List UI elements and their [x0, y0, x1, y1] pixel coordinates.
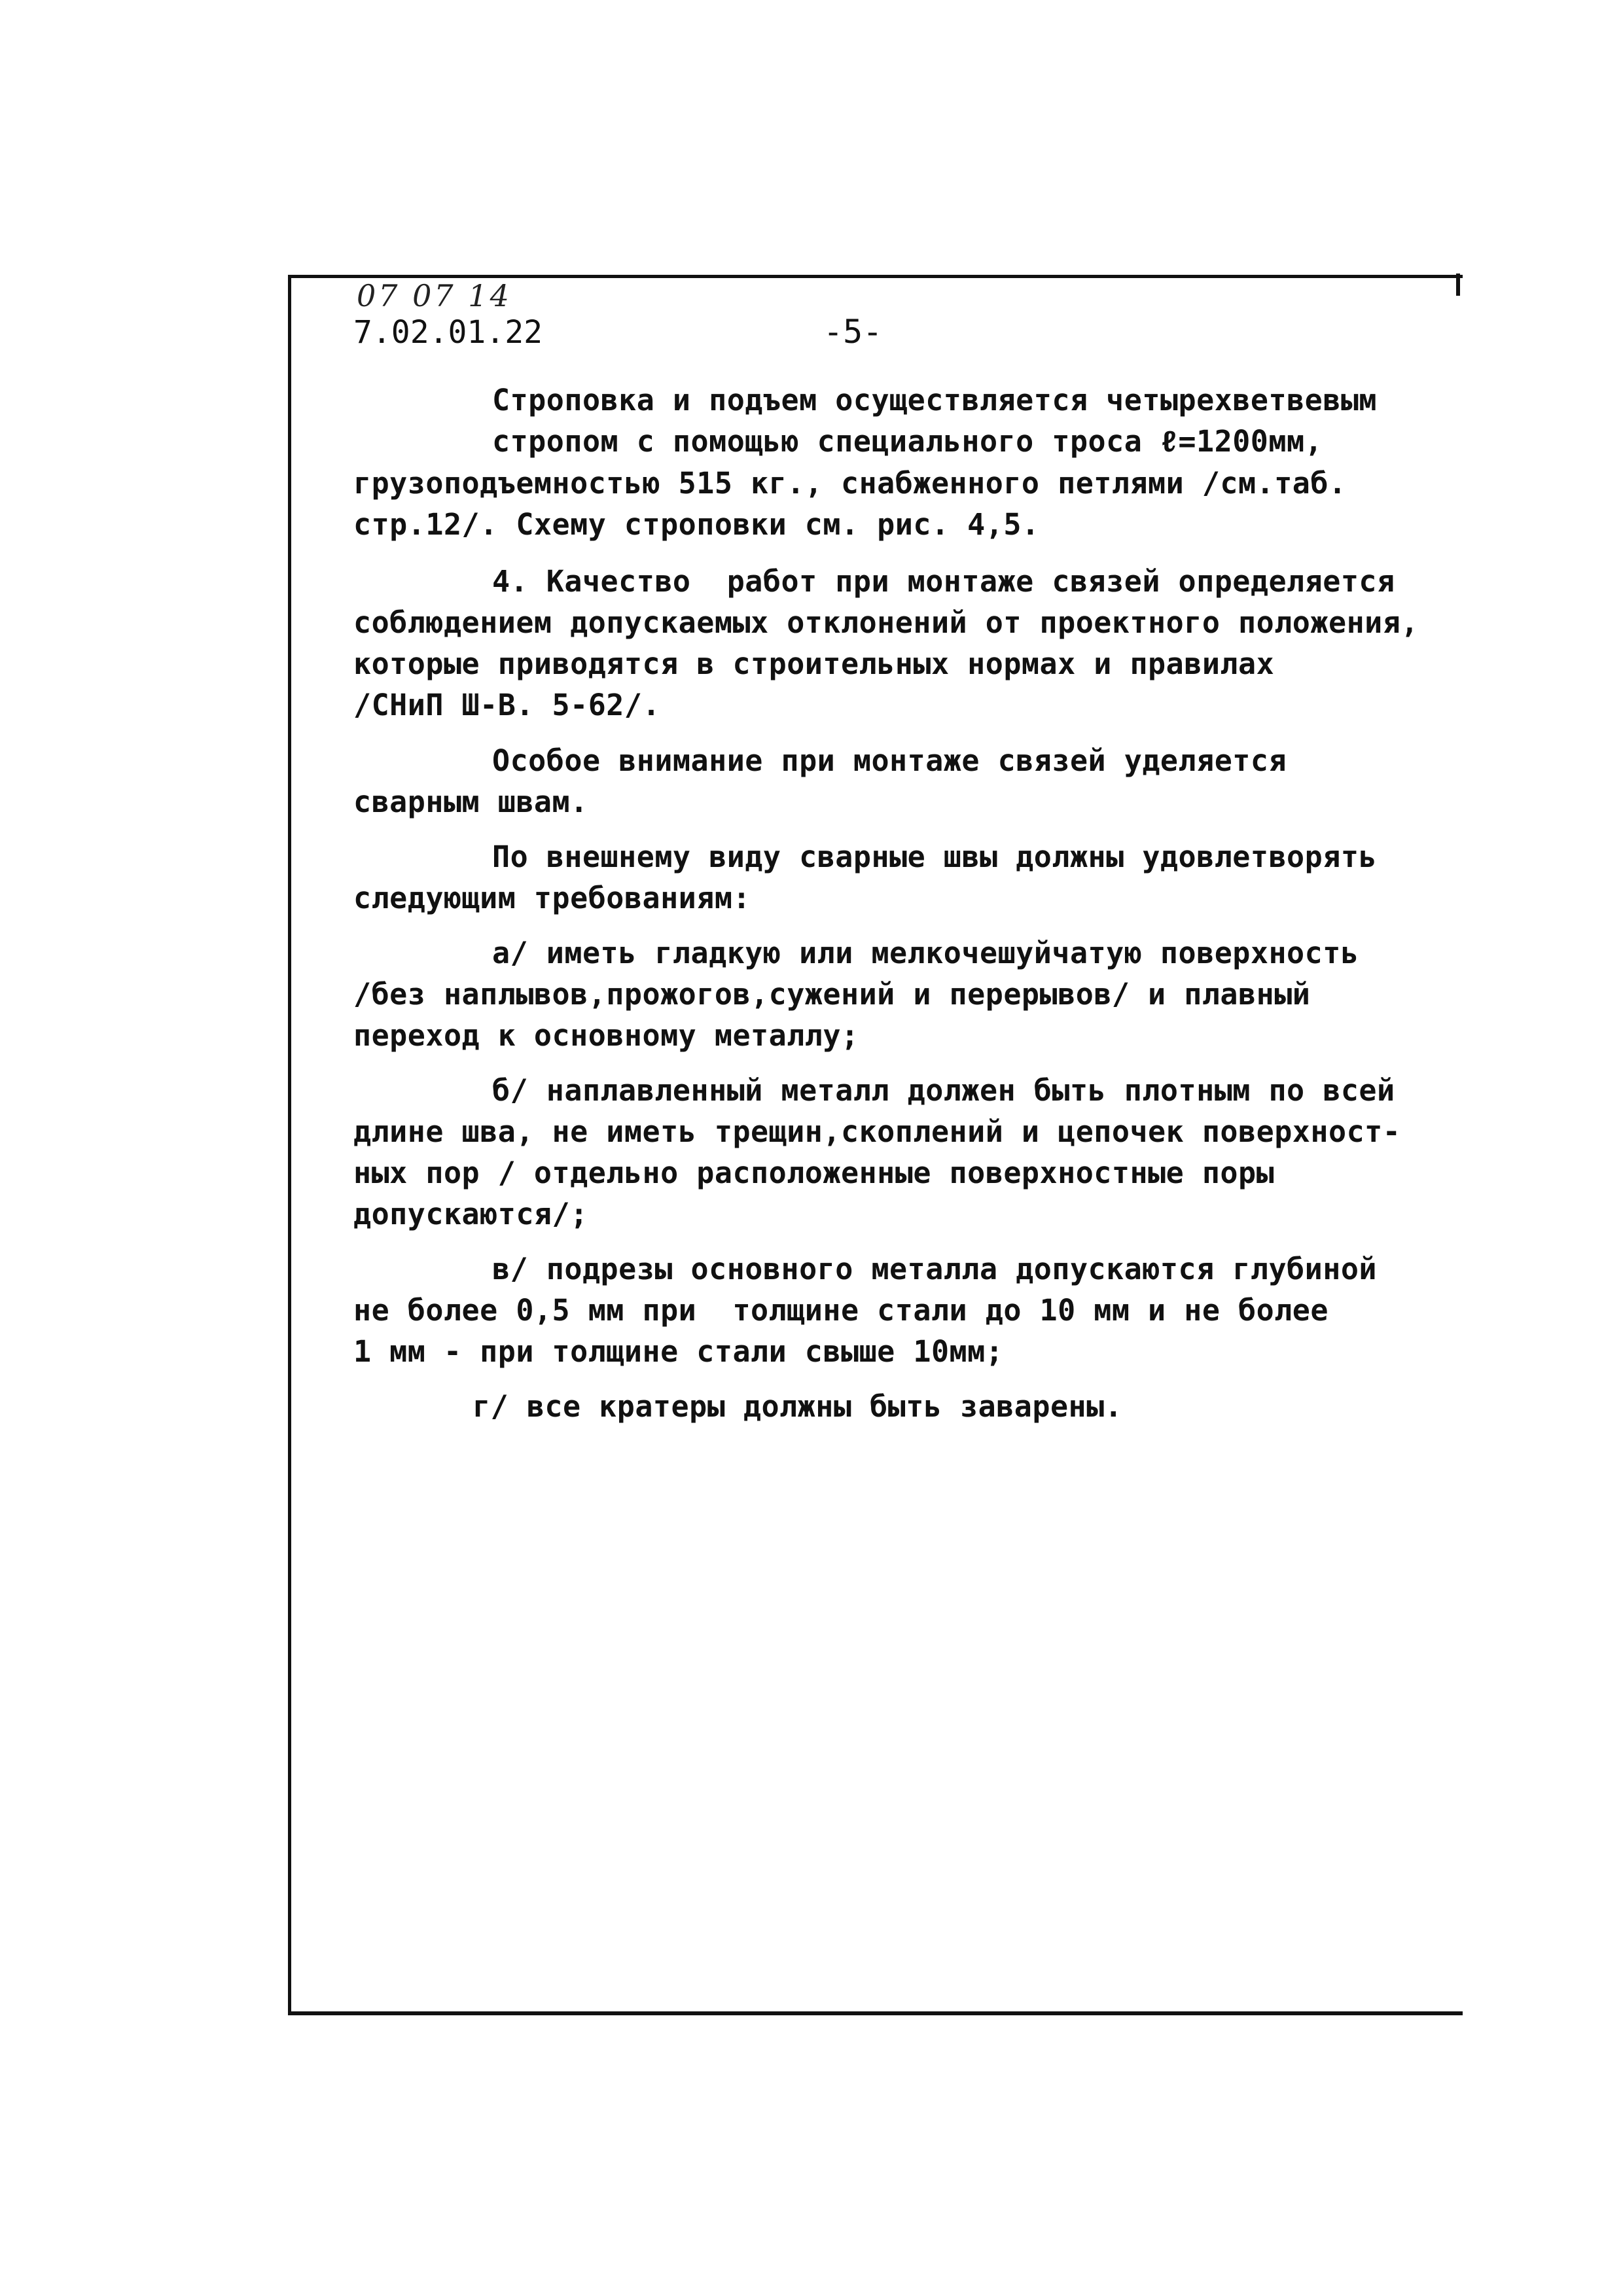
text-line: г/ все кратеры должны быть заварены. [473, 1389, 1123, 1424]
text-line: которые приводятся в строительных нормах и правилах [353, 646, 1275, 681]
text-line: длине шва, не иметь трещин,скоплений и цепочек поверхност- [353, 1114, 1401, 1149]
text-line: 1 мм - при толщине стали свыше 10мм; [353, 1334, 1004, 1369]
text-line: 4. Качество работ при монтаже связей определяется [492, 564, 1395, 599]
handwritten-document-code: 07 07 14 [357, 278, 512, 313]
text-line: следующим требованиям: [353, 881, 751, 915]
text-line: /без наплывов,прожогов,сужений и перерывов/ и плавный [353, 977, 1311, 1012]
text-line: грузоподъемностью 515 кг., снабженного петлями /см.таб. [353, 466, 1347, 501]
text-line: ных пор / отдельно расположенные поверхностные поры [353, 1156, 1275, 1190]
text-line: соблюдением допускаемых отклонений от проектного положения, [353, 605, 1419, 640]
frame-corner-mark [1456, 274, 1460, 296]
text-line: не более 0,5 мм при толщине стали до 10 мм и не более [353, 1293, 1329, 1328]
text-line: переход к основному металлу; [353, 1018, 859, 1053]
text-line: допускаются/; [353, 1197, 588, 1231]
text-line: а/ иметь гладкую или мелкочешуйчатую поверхность [492, 936, 1359, 970]
text-line: Особое внимание при монтаже связей уделяется [492, 743, 1287, 778]
text-line: Строповка и подъем осуществляется четырехветвевым [492, 383, 1378, 417]
text-line: в/ подрезы основного металла допускаются глубиной [492, 1252, 1378, 1286]
page-number: -5- [823, 313, 883, 351]
text-line: /СНиП Ш-В. 5-62/. [353, 688, 661, 722]
document-code: 7.02.01.22 [353, 314, 543, 351]
text-line: сварным швам. [353, 785, 588, 819]
text-line: стропом с помощью специального троса ℓ=1200мм, [492, 424, 1323, 459]
text-line: стр.12/. Схему строповки см. рис. 4,5. [353, 507, 1040, 542]
text-line: По внешнему виду сварные швы должны удовлетворять [492, 839, 1378, 874]
text-line: б/ наплавленный металл должен быть плотным по всей [492, 1073, 1395, 1108]
